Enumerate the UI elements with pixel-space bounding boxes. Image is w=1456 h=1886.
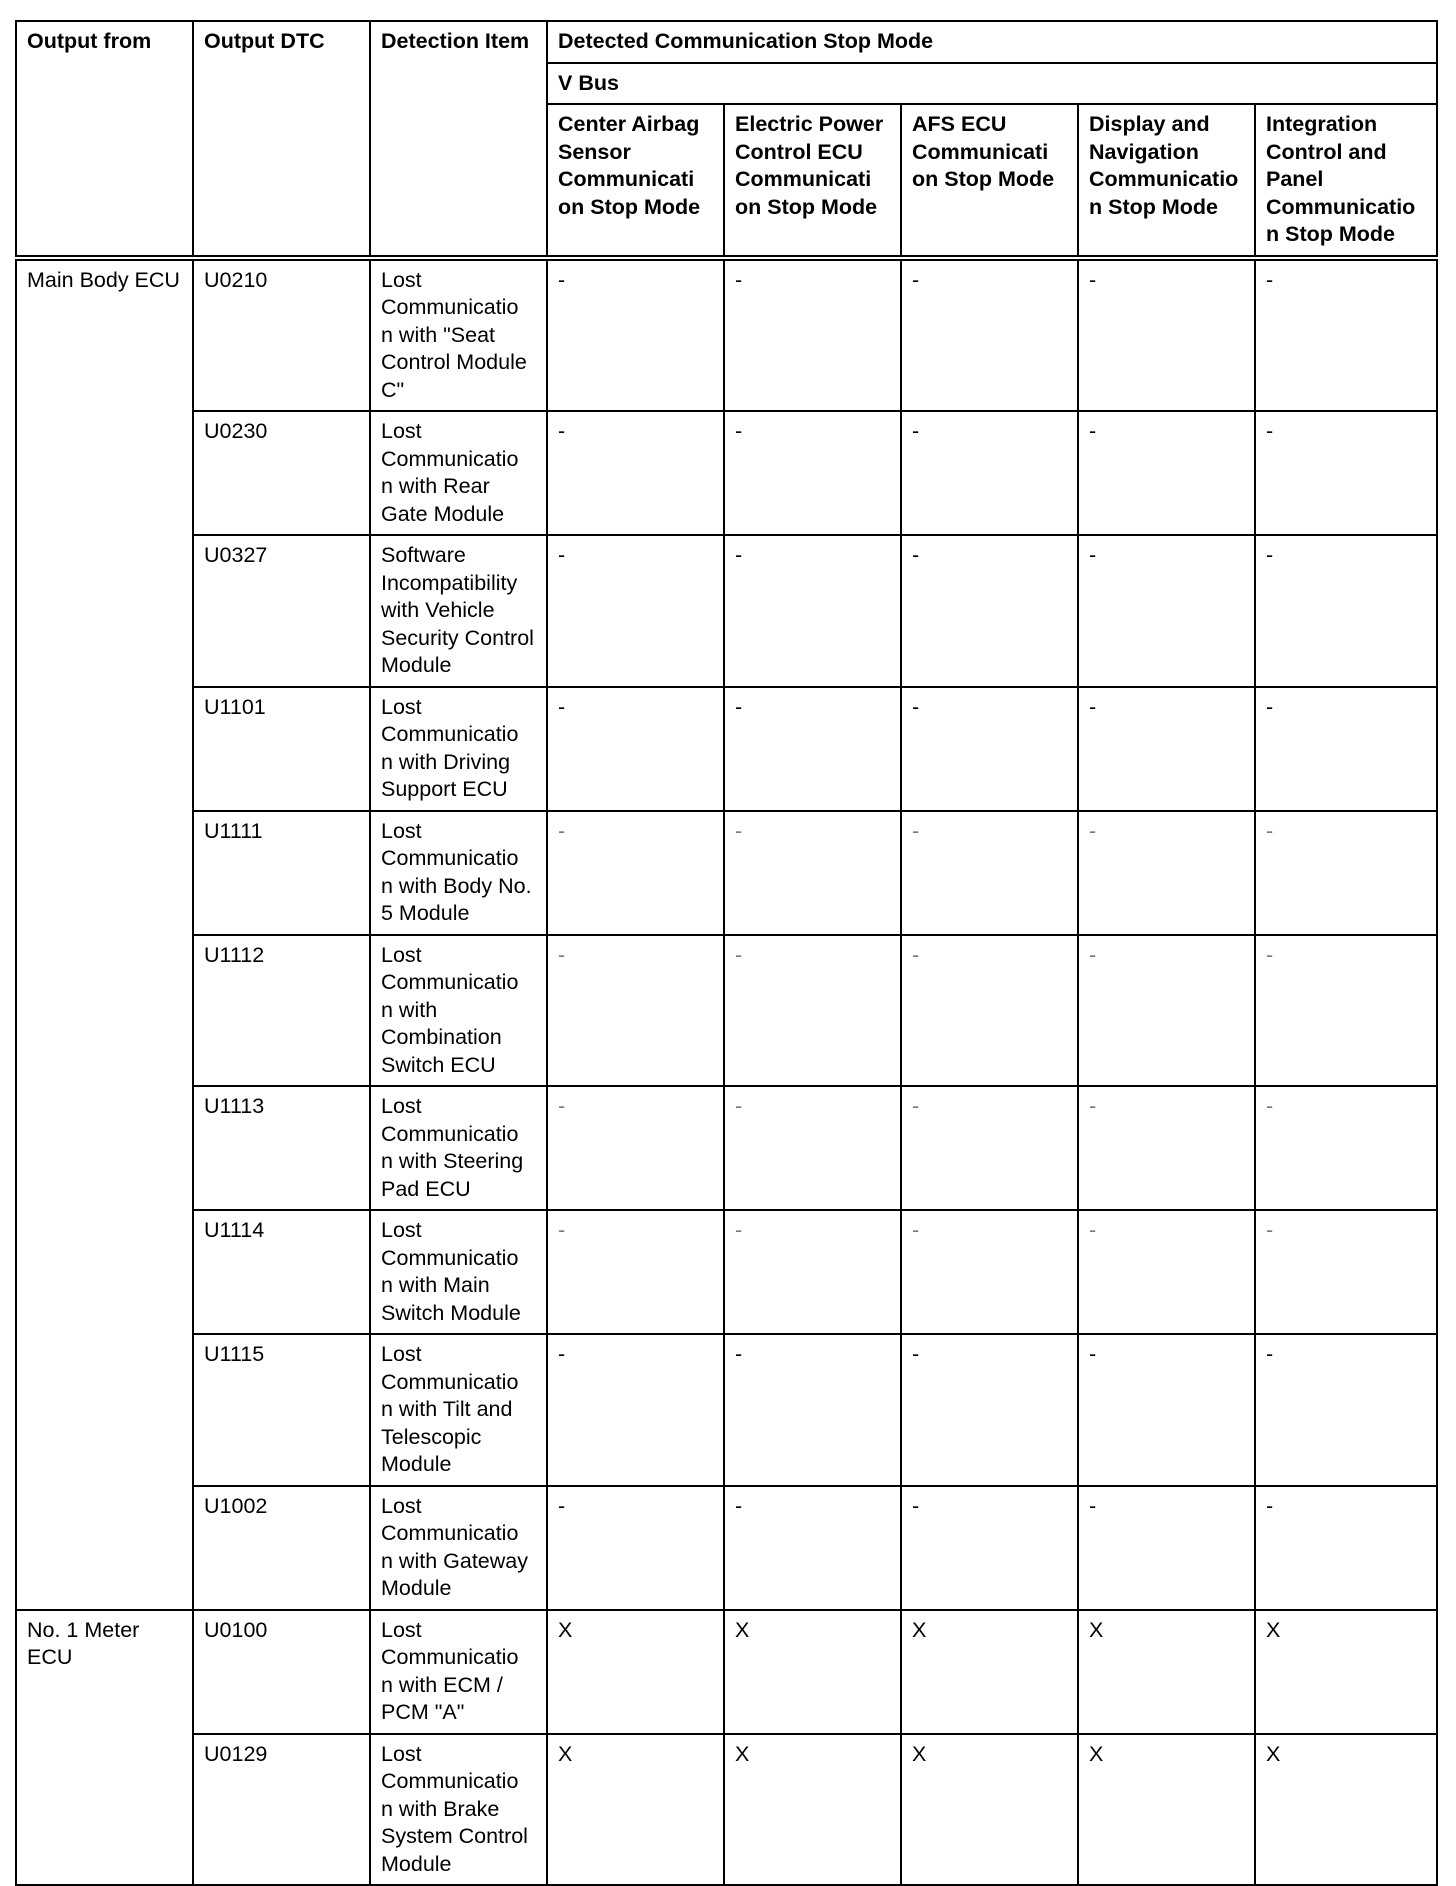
mode-value-cell: -	[901, 411, 1078, 535]
mode-value-cell: -	[547, 411, 724, 535]
mode-value-cell: -	[724, 1334, 901, 1486]
detection-item-cell: Lost Communicatio n with Main Switch Module	[370, 1210, 547, 1334]
output-from-cell: No. 1 Meter ECU	[16, 1610, 193, 1886]
mode-value-cell: -	[1078, 1486, 1255, 1610]
header-bus: V Bus	[547, 63, 1437, 105]
table-row	[16, 535, 1437, 687]
table-row	[16, 1486, 1437, 1610]
mode-value-cell: -	[724, 935, 901, 1087]
mode-value-cell: X	[724, 1610, 901, 1734]
mode-value-cell: -	[901, 811, 1078, 935]
mode-value-cell: -	[547, 1486, 724, 1610]
detection-item-cell: Lost Communicatio n with Body No. 5 Module	[370, 811, 547, 935]
mode-value-cell: -	[547, 1334, 724, 1486]
mode-value-cell: -	[901, 1334, 1078, 1486]
mode-value-cell: -	[901, 1210, 1078, 1334]
mode-value-cell: X	[1255, 1610, 1437, 1734]
mode-value-cell: -	[1255, 1210, 1437, 1334]
header-mode-column: Integration Control and Panel Communicatio n Stop Mode	[1255, 104, 1437, 258]
detection-item-cell: Lost Communicatio n with Rear Gate Module	[370, 411, 547, 535]
mode-value-cell: -	[547, 811, 724, 935]
table-row	[16, 1610, 1437, 1734]
dtc-code-cell: U0230	[193, 411, 370, 535]
mode-value-cell: -	[724, 535, 901, 687]
mode-value-cell: -	[724, 1086, 901, 1210]
mode-value-cell: -	[901, 258, 1078, 412]
detection-item-cell: Lost Communicatio n with Combination Switch ECU	[370, 935, 547, 1087]
mode-value-cell: -	[547, 1210, 724, 1334]
mode-value-cell: -	[1255, 811, 1437, 935]
table-row	[16, 1734, 1437, 1886]
mode-value-cell: -	[901, 535, 1078, 687]
header-mode-column: Electric Power Control ECU Communicati on Stop Mode	[724, 104, 901, 258]
dtc-code-cell: U1115	[193, 1334, 370, 1486]
table-row	[16, 935, 1437, 1087]
mode-value-cell: -	[724, 811, 901, 935]
header-mode-column: Display and Navigation Communicatio n Stop Mode	[1078, 104, 1255, 258]
dtc-table	[15, 20, 1438, 1886]
dtc-code-cell: U1002	[193, 1486, 370, 1610]
table-row	[16, 811, 1437, 935]
mode-value-cell: -	[1078, 535, 1255, 687]
detection-item-cell: Lost Communicatio n with ECM / PCM "A"	[370, 1610, 547, 1734]
mode-value-cell: X	[901, 1610, 1078, 1734]
mode-value-cell: -	[547, 935, 724, 1087]
mode-value-cell: X	[1255, 1734, 1437, 1886]
mode-value-cell: -	[1255, 258, 1437, 412]
mode-value-cell: -	[901, 1486, 1078, 1610]
mode-value-cell: -	[1255, 687, 1437, 811]
detection-item-cell: Lost Communicatio n with Brake System Control Module	[370, 1734, 547, 1886]
dtc-code-cell: U1112	[193, 935, 370, 1087]
mode-value-cell: -	[1255, 1486, 1437, 1610]
mode-value-cell: -	[901, 687, 1078, 811]
mode-value-cell: -	[1078, 935, 1255, 1087]
header-output-dtc: Output DTC	[193, 21, 370, 258]
header-detection-item: Detection Item	[370, 21, 547, 258]
detection-item-cell: Lost Communicatio n with Tilt and Telescopic Module	[370, 1334, 547, 1486]
table-row	[16, 1210, 1437, 1334]
mode-value-cell: -	[1255, 1334, 1437, 1486]
mode-value-cell: -	[1255, 535, 1437, 687]
detection-item-cell: Lost Communicatio n with "Seat Control Module C"	[370, 258, 547, 412]
mode-value-cell: -	[901, 935, 1078, 1087]
table-row	[16, 411, 1437, 535]
dtc-code-cell: U1114	[193, 1210, 370, 1334]
mode-value-cell: -	[547, 258, 724, 412]
dtc-document	[15, 20, 1436, 1886]
mode-value-cell: -	[1078, 1334, 1255, 1486]
mode-value-cell: -	[724, 258, 901, 412]
mode-value-cell: -	[1078, 1210, 1255, 1334]
mode-value-cell: -	[901, 1086, 1078, 1210]
detection-item-cell: Lost Communicatio n with Gateway Module	[370, 1486, 547, 1610]
mode-value-cell: -	[547, 535, 724, 687]
mode-value-cell: -	[1078, 1086, 1255, 1210]
mode-value-cell: X	[1078, 1734, 1255, 1886]
dtc-code-cell: U0327	[193, 535, 370, 687]
mode-value-cell: X	[547, 1734, 724, 1886]
mode-value-cell: -	[1078, 411, 1255, 535]
mode-value-cell: -	[724, 1210, 901, 1334]
dtc-code-cell: U1111	[193, 811, 370, 935]
mode-value-cell: X	[1078, 1610, 1255, 1734]
mode-value-cell: -	[1255, 1086, 1437, 1210]
mode-value-cell: X	[547, 1610, 724, 1734]
dtc-code-cell: U1113	[193, 1086, 370, 1210]
table-row	[16, 687, 1437, 811]
mode-value-cell: -	[1078, 811, 1255, 935]
mode-value-cell: -	[1078, 687, 1255, 811]
output-from-cell: Main Body ECU	[16, 258, 193, 1610]
mode-value-cell: -	[724, 687, 901, 811]
dtc-code-cell: U0129	[193, 1734, 370, 1886]
dtc-code-cell: U0100	[193, 1610, 370, 1734]
mode-value-cell: -	[724, 411, 901, 535]
detection-item-cell: Software Incompatibility with Vehicle Security Control Module	[370, 535, 547, 687]
dtc-code-cell: U0210	[193, 258, 370, 412]
detection-item-cell: Lost Communicatio n with Steering Pad ECU	[370, 1086, 547, 1210]
table-row	[16, 1334, 1437, 1486]
header-output-from: Output from	[16, 21, 193, 258]
mode-value-cell: -	[1255, 935, 1437, 1087]
header-mode-column: AFS ECU Communicati on Stop Mode	[901, 104, 1078, 258]
table-row	[16, 258, 1437, 412]
mode-value-cell: -	[547, 687, 724, 811]
mode-value-cell: X	[724, 1734, 901, 1886]
mode-value-cell: -	[724, 1486, 901, 1610]
header-detected-mode: Detected Communication Stop Mode	[547, 21, 1437, 63]
table-row	[16, 1086, 1437, 1210]
mode-value-cell: -	[547, 1086, 724, 1210]
dtc-code-cell: U1101	[193, 687, 370, 811]
mode-value-cell: -	[1255, 411, 1437, 535]
mode-value-cell: X	[901, 1734, 1078, 1886]
mode-value-cell: -	[1078, 258, 1255, 412]
detection-item-cell: Lost Communicatio n with Driving Support ECU	[370, 687, 547, 811]
header-mode-column: Center Airbag Sensor Communicati on Stop Mode	[547, 104, 724, 258]
